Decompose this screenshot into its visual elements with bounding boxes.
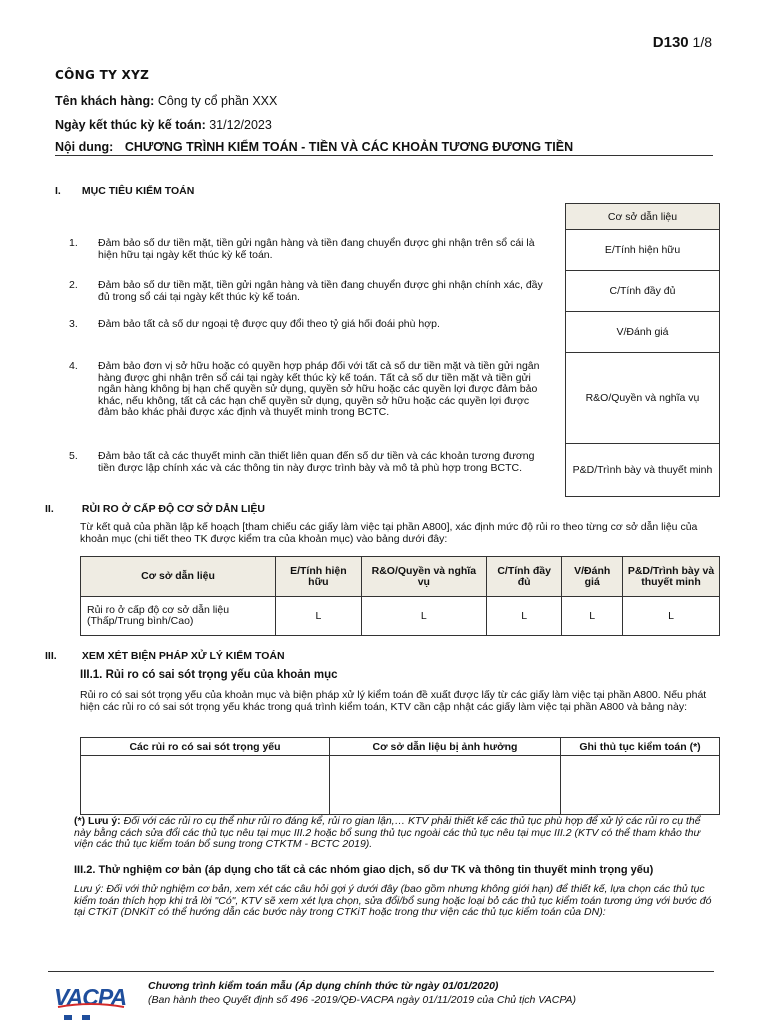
risk-header-cell: Cơ sở dẫn liệu xyxy=(81,557,276,597)
assertion-cell: R&O/Quyền và nghĩa vụ xyxy=(566,353,720,444)
footer-line-2: (Ban hành theo Quyết định số 496 -2019/QĐ-VACPA ngày 01/11/2019 của Chủ tịch VACPA) xyxy=(148,994,577,1006)
client-value: Công ty cổ phần XXX xyxy=(157,94,278,108)
period-value: 31/12/2023 xyxy=(209,118,272,132)
assertion-cell: P&D/Trình bày và thuyết minh xyxy=(566,444,720,497)
mis-header-cell: Ghi thủ tục kiểm toán (*) xyxy=(561,738,720,756)
assertion-header: Cơ sở dẫn liệu xyxy=(566,204,720,230)
section-2-intro: Từ kết quả của phần lập kế hoạch [tham chiếu các giấy làm việc tại phần A800], xác định mức độ rủi ro theo từng cơ sở dẫn liệu của khoản mục (chi tiết theo TK được kiểm tra của khoản mục) vào bảng dưới đây: xyxy=(80,521,698,545)
risk-row-label: Rủi ro ở cấp độ cơ sở dẫn liệu (Thấp/Trung bình/Cao) xyxy=(81,597,276,636)
risk-value-cell: L xyxy=(486,597,562,636)
company-name: CÔNG TY XYZ xyxy=(55,68,150,82)
objective-item: 3. Đảm bảo tất cả số dư ngoại tệ được quy đổi theo tỷ giá hối đoái phù hợp. xyxy=(69,318,440,330)
subsection-3-2-title: III.2. Thử nghiệm cơ bản (áp dụng cho tất cả các nhóm giao dịch, số dư TK và thông tin thuyết minh trọng yếu) xyxy=(74,864,654,876)
misstatement-risk-table xyxy=(80,737,720,815)
risk-header-cell: C/Tính đầy đủ xyxy=(486,557,562,597)
section-1-heading: I. MỤC TIÊU KIỂM TOÁN xyxy=(55,185,195,197)
mis-header-cell: Các rủi ro có sai sót trọng yếu xyxy=(81,738,330,756)
period-line xyxy=(55,118,272,132)
content-line xyxy=(55,140,573,154)
client-line xyxy=(55,94,277,108)
content-title: CHƯƠNG TRÌNH KIỂM TOÁN - TIỀN VÀ CÁC KHOẢN TƯƠNG ĐƯƠNG TIỀN xyxy=(124,140,574,154)
risk-header-cell: V/Đánh giá xyxy=(562,557,623,597)
risk-value-cell: L xyxy=(276,597,362,636)
note-label: (*) Lưu ý: xyxy=(74,815,121,827)
objective-item: 5. Đảm bảo tất cả các thuyết minh cần thiết liên quan đến số dư tiền và các khoản tương đương tiền được lập chính xác và các thông tin này được trình bày và mô tả phù hợp trong BCTC. xyxy=(69,450,535,474)
assertion-cell: C/Tính đầy đủ xyxy=(566,271,720,312)
header-divider xyxy=(55,155,713,156)
risk-value-cell: L xyxy=(623,597,720,636)
mis-empty-cell[interactable] xyxy=(561,756,720,815)
doc-code: D130 xyxy=(652,34,689,51)
subsection-3-2-note: Lưu ý: Đối với thử nghiệm cơ bản, xem xét các câu hỏi gợi ý dưới đây (bao gồm nhưng không giới hạn) để thiết kế, lựa chọn các thủ tục kiểm toán thích hợp khi trả lời "Có", KTV sẽ xem xét lựa chọn, sửa đổi/bổ sung hoặc loại bỏ các thủ tục kiểm toán tương ứng với bước đó tại CTKiT (DNKiT có thể hướng dẫn các bước này trong CTKiT hoặc trong thư viện các thủ tục kiểm toán của DN): xyxy=(74,883,712,918)
period-label: Ngày kết thúc kỳ kế toán: xyxy=(55,118,206,132)
footer-divider xyxy=(48,971,714,972)
risk-header-cell: E/Tính hiện hữu xyxy=(276,557,362,597)
risk-value-cell: L xyxy=(361,597,486,636)
risk-header-cell: R&O/Quyền và nghĩa vụ xyxy=(361,557,486,597)
document-reference xyxy=(653,34,712,51)
assertion-cell: E/Tính hiện hữu xyxy=(566,230,720,271)
client-label: Tên khách hàng: xyxy=(55,94,155,108)
risk-value-cell: L xyxy=(562,597,623,636)
footer-line-1: Chương trình kiểm toán mẫu (Áp dụng chính thức từ ngày 01/01/2020) xyxy=(148,980,499,992)
vacpa-logo xyxy=(54,981,128,1021)
objective-item: 2. Đảm bảo số dư tiền mặt, tiền gửi ngân hàng và tiền đang chuyển được ghi nhận chính xác, đầy đủ trong sổ cái tại ngày kết thúc kỳ kế toán. xyxy=(69,279,543,303)
misstatement-note xyxy=(74,816,716,851)
risk-table xyxy=(80,556,720,636)
objective-item: 4. Đảm bảo đơn vị sở hữu hoặc có quyền hợp pháp đối với tất cả số dư tiền mặt và tiền gửi ngân hàng được ghi nhận trên sổ cái tại ngày kết thúc kỳ kế toán. Tất cả số dư tiền mặt và tiền gửi ngân hàng không bị hạn chế quyền sử dụng, quyền sở hữu hoặc các quyền lợi được đảm bảo khác, nếu không, tất cả các hạn chế quyền sử dụng, quyền sở hữu hoặc các quyền lợi được đảm bảo khác phải được xác định và thuyết minh trong BCTC. xyxy=(69,360,540,418)
subsection-3-1-title: III.1. Rủi ro có sai sót trọng yếu của khoản mục xyxy=(80,669,338,681)
logo-mark xyxy=(82,1015,90,1020)
mis-header-cell: Cơ sở dẫn liệu bị ảnh hưởng xyxy=(330,738,561,756)
note-text: Đối với các rủi ro cụ thể như rủi ro đáng kể, rủi ro gian lận,… KTV phải thiết kế các thủ tục phù hợp để xử lý các rủi ro cụ thể này bằng cách sửa đổi các thủ tục nêu tại mục III.2 hoặc bổ sung thủ tục ngoài các thủ tục nêu tại mục III.2 (KTV có thể tham khảo thư viện các thủ tục kiểm toán bổ sung trong CTKTM - BCTC 2019). xyxy=(74,815,701,850)
section-3-heading: III. XEM XÉT BIỆN PHÁP XỬ LÝ KIỂM TOÁN xyxy=(45,650,285,662)
logo-mark xyxy=(64,1015,72,1020)
assertion-cell: V/Đánh giá xyxy=(566,312,720,353)
objective-item: 1. Đảm bảo số dư tiền mặt, tiền gửi ngân hàng và tiền đang chuyển được ghi nhận trên sổ cái là hiện hữu tại ngày kết thúc kỳ kế toán. xyxy=(69,237,535,261)
mis-empty-cell[interactable] xyxy=(81,756,330,815)
doc-page: 1/8 xyxy=(692,34,712,50)
assertion-table xyxy=(565,203,720,497)
section-2-heading: II. RỦI RO Ở CẤP ĐỘ CƠ SỞ DẪN LIỆU xyxy=(45,503,265,515)
subsection-3-1-text: Rủi ro có sai sót trọng yếu của khoản mục và biện pháp xử lý kiểm toán đề xuất được lấy từ các giấy làm việc tại phần A800. Nếu phát hiện các rủi ro có sai sót trọng yếu khác trong quá trình kiểm toán, KTV cần cập nhật các giấy làm việc tại phần A800 và bảng này: xyxy=(80,689,707,713)
content-label: Nội dung: xyxy=(55,140,114,154)
logo-text: VACPA xyxy=(54,984,127,1010)
mis-empty-cell[interactable] xyxy=(330,756,561,815)
risk-header-cell: P&D/Trình bày và thuyết minh xyxy=(623,557,720,597)
